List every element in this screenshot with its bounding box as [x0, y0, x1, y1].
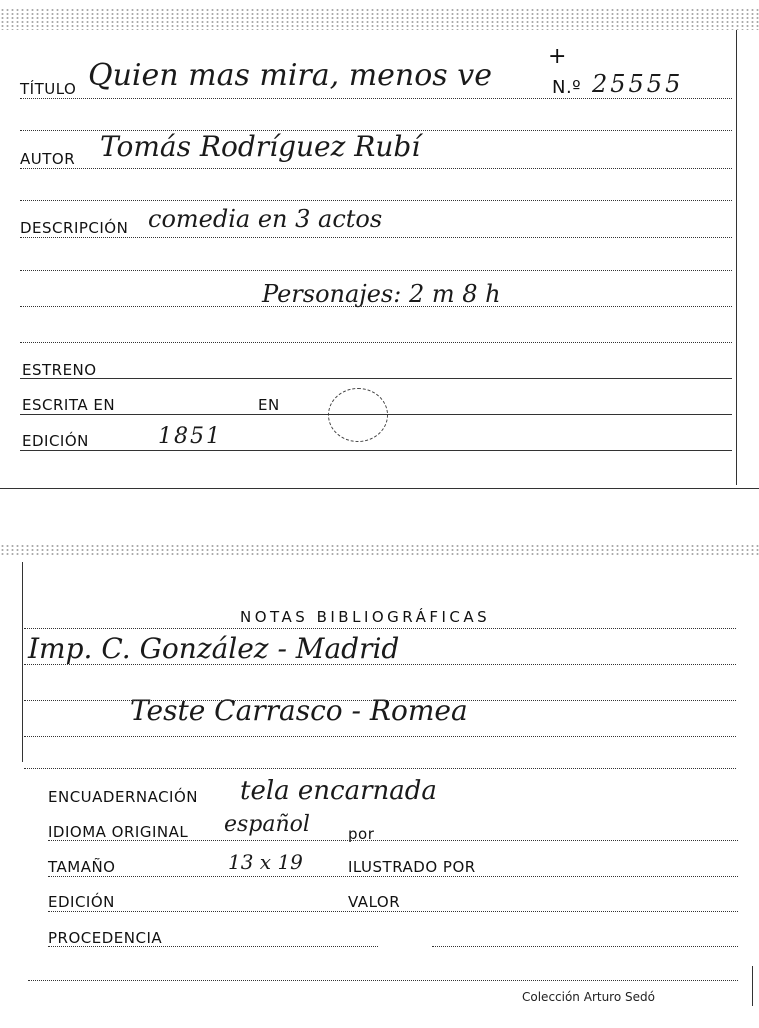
rule-7: [20, 306, 732, 307]
por-label: por: [348, 825, 375, 843]
descripcion-value: comedia en 3 actos: [148, 205, 383, 233]
edicion-bottom-rule: [48, 911, 738, 912]
rule-8: [20, 342, 732, 343]
card-bottom-right-border: [752, 966, 753, 1006]
idioma-original-label: IDIOMA ORIGINAL: [48, 823, 189, 841]
encuadernacion-value: tela encarnada: [240, 776, 437, 806]
tamano-value: 13 x 19: [228, 850, 303, 874]
edicion-value: 1851: [158, 424, 222, 449]
idioma-value: español: [224, 812, 310, 837]
notas-rule-5: [24, 768, 736, 769]
descripcion-rule: [20, 237, 732, 238]
estreno-rule: [20, 378, 732, 379]
numero-label: N.º: [552, 77, 582, 98]
personajes-value: Personajes: 2 m 8 h: [262, 280, 501, 308]
titulo-label: TÍTULO: [20, 80, 77, 98]
notas-rule-3: [24, 700, 736, 701]
procedencia-rule-right: [432, 946, 738, 947]
torn-middle-edge: [0, 544, 759, 556]
estreno-label: ESTRENO: [22, 361, 97, 379]
edicion-rule: [20, 450, 732, 451]
tamano-label: TAMAÑO: [48, 858, 116, 876]
coleccion-credit: Colección Arturo Sedó: [522, 990, 655, 1004]
ink-stamp-circle: [328, 388, 388, 442]
escrita-rule: [20, 414, 732, 415]
escrita-en-label: ESCRITA EN: [22, 396, 116, 414]
titulo-rule: [20, 98, 732, 99]
autor-rule: [20, 168, 732, 169]
edicion-label: EDICIÓN: [22, 432, 89, 450]
encuadernacion-label: ENCUADERNACIÓN: [48, 788, 199, 806]
titulo-value: Quien mas mira, menos ve: [88, 58, 492, 93]
procedencia-rule: [48, 946, 378, 947]
rule-6: [20, 270, 732, 271]
procedencia-label: PROCEDENCIA: [48, 929, 163, 947]
card-top-right-border: [736, 30, 737, 485]
bottom-rule: [28, 980, 738, 981]
ilustrado-por-label: ILUSTRADO POR: [348, 858, 476, 876]
tamano-rule: [48, 876, 738, 877]
autor-label: AUTOR: [20, 150, 76, 168]
descripcion-label: DESCRIPCIÓN: [20, 219, 129, 237]
en-label: EN: [258, 396, 280, 414]
card-top-bottom-edge: [0, 488, 759, 489]
notas-rule-2: [24, 664, 736, 665]
edicion-bottom-label: EDICIÓN: [48, 893, 115, 911]
autor-value: Tomás Rodríguez Rubí: [100, 130, 421, 163]
rule-4: [20, 200, 732, 201]
numero-mark: +: [548, 44, 567, 69]
card-bottom-left-border: [22, 562, 23, 762]
notas-bibliograficas-title: NOTAS BIBLIOGRÁFICAS: [240, 608, 491, 626]
notas-rule-4: [24, 736, 736, 737]
idioma-rule: [48, 840, 738, 841]
valor-label: VALOR: [348, 893, 401, 911]
nota-line-2: Teste Carrasco - Romea: [130, 694, 468, 727]
numero-value: 25555: [592, 70, 684, 98]
nota-line-1: Imp. C. González - Madrid: [28, 632, 400, 665]
notas-rule-1: [24, 628, 736, 629]
torn-top-edge: [0, 8, 759, 30]
